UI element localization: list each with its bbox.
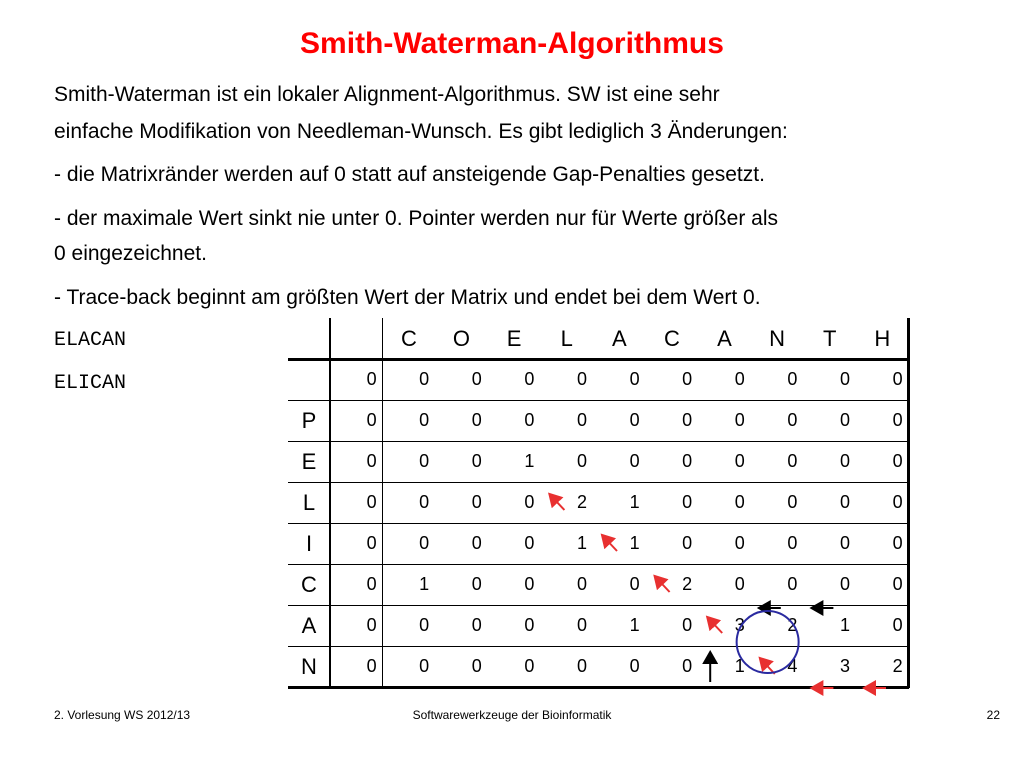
matrix-cell: 0 (734, 451, 745, 471)
diagonal-arrow-icon (655, 576, 670, 592)
row-header: A (301, 612, 317, 638)
matrix-cell: 0 (419, 369, 430, 389)
matrix-cell: 0 (734, 369, 745, 389)
matrix-cell: 2 (892, 656, 903, 676)
matrix-cell: 0 (787, 369, 798, 389)
matrix-cell: 0 (524, 369, 535, 389)
matrix-cell: 0 (892, 615, 903, 635)
matrix-cell: 0 (682, 369, 693, 389)
matrix-cell: 2 (576, 492, 587, 512)
matrix-cell: 0 (366, 656, 377, 676)
matrix-cell: 0 (682, 492, 693, 512)
row-header: C (301, 571, 317, 597)
footer-course: Softwarewerkzeuge der Bioinformatik (412, 708, 612, 722)
matrix-cell: 0 (576, 410, 587, 430)
column-header: L (560, 325, 573, 351)
bullet-max-value-line-2: 0 eingezeichnet. (54, 242, 207, 265)
matrix-cell: 0 (366, 369, 377, 389)
column-header: H (874, 325, 891, 351)
sequence-1: ELACAN (54, 329, 127, 352)
matrix-cell: 0 (734, 574, 745, 594)
row-header: I (305, 530, 313, 556)
matrix-cell: 3 (839, 656, 850, 676)
matrix-cell: 0 (576, 615, 587, 635)
intro-line-2: einfache Modifikation von Needleman-Wunsch. Es gibt lediglich 3 Änderungen: (54, 120, 788, 143)
diagonal-arrow-icon (707, 617, 722, 633)
column-header: E (506, 325, 522, 351)
matrix-cell: 0 (471, 492, 482, 512)
matrix-cell: 1 (524, 451, 535, 471)
bullet-borders: - die Matrixränder werden auf 0 statt auf ansteigende Gap-Penalties gesetzt. (54, 163, 765, 186)
column-header: N (769, 325, 786, 351)
matrix-cell: 0 (892, 451, 903, 471)
matrix-cell: 0 (839, 410, 850, 430)
matrix-cell: 0 (734, 533, 745, 553)
slide-title: Smith-Waterman-Algorithmus (300, 27, 724, 60)
matrix-cell: 2 (682, 574, 693, 594)
matrix-cell: 0 (787, 574, 798, 594)
matrix-cell: 1 (629, 533, 640, 553)
matrix-cell: 0 (839, 574, 850, 594)
max-value-highlight-circle (737, 611, 799, 673)
matrix-cell: 0 (524, 574, 535, 594)
matrix-cell: 0 (734, 410, 745, 430)
matrix-cell: 0 (524, 656, 535, 676)
score-matrix (288, 318, 912, 687)
matrix-cell: 0 (524, 492, 535, 512)
matrix-cell: 1 (576, 533, 587, 553)
matrix-cell: 0 (787, 492, 798, 512)
matrix-cell: 0 (892, 574, 903, 594)
column-header: O (452, 325, 471, 351)
matrix-cell: 0 (419, 492, 430, 512)
matrix-cell: 0 (787, 533, 798, 553)
matrix-cell: 0 (682, 615, 693, 635)
matrix-cell: 1 (734, 656, 745, 676)
matrix-cell: 0 (576, 656, 587, 676)
matrix-cell: 0 (787, 410, 798, 430)
matrix-cell: 0 (419, 615, 430, 635)
matrix-cell: 2 (787, 615, 798, 635)
traceback-overlay (288, 318, 919, 697)
matrix-cell: 0 (629, 574, 640, 594)
matrix-cell: 0 (471, 656, 482, 676)
column-header: A (717, 325, 732, 351)
matrix-cell: 0 (419, 656, 430, 676)
bullet-traceback: - Trace-back beginnt am größten Wert der Matrix und endet bei dem Wert 0. (54, 286, 761, 309)
column-header: C (663, 325, 680, 351)
matrix-cell: 0 (734, 492, 745, 512)
matrix-cell: 0 (629, 656, 640, 676)
footer-page-number: 22 (986, 708, 1000, 722)
bullet-max-value-line-1: - der maximale Wert sinkt nie unter 0. Pointer werden nur für Werte größer als (54, 207, 779, 230)
matrix-cell: 4 (787, 656, 798, 676)
matrix-cell: 0 (682, 451, 693, 471)
sequence-2: ELICAN (54, 372, 127, 395)
matrix-cell: 0 (366, 451, 377, 471)
matrix-cell: 1 (839, 615, 850, 635)
column-header: A (611, 325, 627, 351)
matrix-cell: 0 (366, 615, 377, 635)
intro-line-1: Smith-Waterman ist ein lokaler Alignment-Algorithmus. SW ist eine sehr (54, 83, 720, 106)
matrix-cell: 0 (892, 492, 903, 512)
matrix-cell: 1 (629, 492, 640, 512)
row-header: E (301, 448, 317, 474)
matrix-cell: 0 (839, 533, 850, 553)
column-header: C (400, 325, 417, 351)
matrix-cell: 0 (471, 451, 482, 471)
matrix-cell: 1 (629, 615, 640, 635)
matrix-cell: 0 (682, 410, 693, 430)
matrix-cell: 0 (629, 410, 640, 430)
matrix-cell: 0 (524, 615, 535, 635)
matrix-cell: 0 (629, 451, 640, 471)
footer-lecture: 2. Vorlesung WS 2012/13 (54, 708, 191, 722)
row-header: N (301, 653, 317, 679)
matrix-cell: 0 (471, 369, 482, 389)
matrix-cell: 0 (419, 533, 430, 553)
matrix-cell: 0 (839, 369, 850, 389)
column-header: T (822, 325, 837, 351)
matrix-cell: 0 (524, 410, 535, 430)
diagonal-arrow-icon (549, 494, 564, 510)
matrix-cell: 0 (839, 451, 850, 471)
matrix-cell: 0 (419, 451, 430, 471)
matrix-cell: 1 (419, 574, 430, 594)
matrix-cell: 0 (682, 533, 693, 553)
matrix-cell: 0 (576, 451, 587, 471)
matrix-cell: 0 (471, 410, 482, 430)
matrix-cell: 0 (366, 492, 377, 512)
matrix-cell: 0 (366, 533, 377, 553)
matrix-cell: 0 (524, 533, 535, 553)
matrix-cell: 0 (629, 369, 640, 389)
matrix-cell: 0 (471, 533, 482, 553)
row-header: P (301, 407, 317, 433)
matrix-cell: 0 (839, 492, 850, 512)
matrix-cell: 0 (576, 574, 587, 594)
matrix-cell: 3 (734, 615, 745, 635)
matrix-cell: 0 (366, 410, 377, 430)
matrix-cell: 0 (576, 369, 587, 389)
matrix-cell: 0 (787, 451, 798, 471)
matrix-cell: 0 (682, 656, 693, 676)
matrix-cell: 0 (419, 410, 430, 430)
matrix-cell: 0 (892, 369, 903, 389)
row-header: L (302, 489, 316, 515)
matrix-cell: 0 (366, 574, 377, 594)
matrix-cell: 0 (892, 410, 903, 430)
diagonal-arrow-icon (602, 535, 617, 551)
matrix-cell: 0 (892, 533, 903, 553)
matrix-cell: 0 (471, 574, 482, 594)
matrix-cell: 0 (471, 615, 482, 635)
